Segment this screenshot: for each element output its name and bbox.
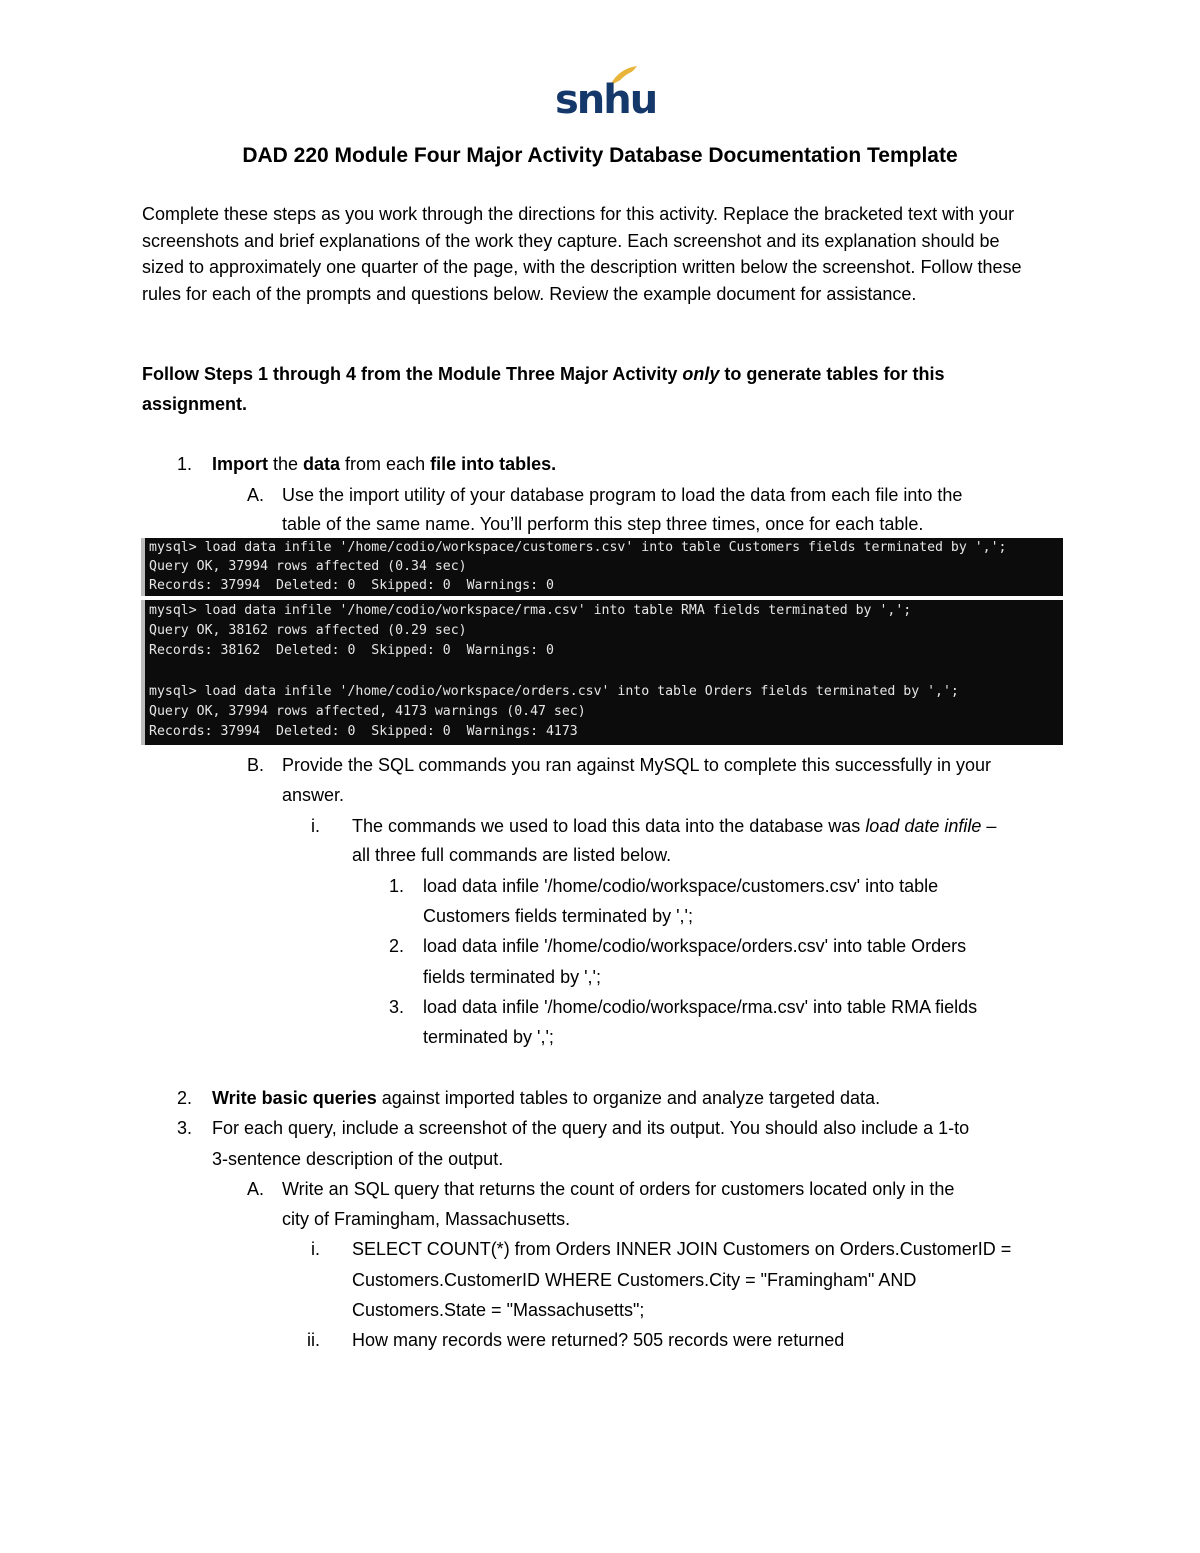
snhu-logo: [555, 64, 657, 124]
terminal-screenshot: [141, 538, 1063, 596]
roman-marker: i.: [311, 1239, 320, 1259]
step3a-line1: Write an SQL query that returns the count of orders for customers located only in the: [282, 1179, 955, 1199]
step1a-line2: table of the same name. You’ll perform this step three times, once for each table.: [282, 514, 924, 534]
command-line: load data infile '/home/codio/workspace/orders.csv' into table Orders: [423, 936, 967, 956]
step1bi-line1: The commands we used to load this data into the database was load date infile –: [352, 816, 997, 836]
step3-line2: 3-sentence description of the output.: [212, 1149, 504, 1169]
query-line: SELECT COUNT(*) from Orders INNER JOIN Customers on Orders.CustomerID =: [352, 1239, 1012, 1259]
sub-marker: A.: [246, 485, 264, 505]
command-line: Customers fields terminated by ',';: [423, 906, 693, 926]
page-title: DAD 220 Module Four Major Activity Database Documentation Template: [242, 144, 958, 167]
step1a-line1: Use the import utility of your database program to load the data from each file into the: [282, 485, 963, 505]
query-line: Customers.State = "Massachusetts";: [352, 1300, 645, 1320]
step1b-line1: Provide the SQL commands you ran against MySQL to complete this successfully in your: [282, 755, 991, 775]
command-line: load data infile '/home/codio/workspace/rma.csv' into table RMA fields: [423, 997, 978, 1017]
step1bi-line2: all three full commands are listed below.: [352, 845, 672, 865]
command-number: 3.: [388, 997, 404, 1017]
step-number: 2.: [176, 1088, 192, 1108]
roman-marker: ii.: [307, 1330, 320, 1350]
step-number: 1.: [176, 454, 192, 474]
step1-heading: Import the data from each file into tables.: [212, 454, 557, 474]
query-line: Customers.CustomerID WHERE Customers.City = "Framingham" AND: [352, 1270, 917, 1290]
step3a-line2: city of Framingham, Massachusetts.: [282, 1209, 571, 1229]
command-number: 1.: [388, 876, 404, 896]
command-line: load data infile '/home/codio/workspace/customers.csv' into table: [423, 876, 939, 896]
step-number: 3.: [176, 1118, 192, 1138]
command-line: fields terminated by ',';: [423, 967, 601, 987]
terminal-line: mysql> load data infile '/home/codio/workspace/rma.csv' into table RMA fields terminated by ',';: [149, 603, 912, 618]
terminal-line: mysql> load data infile '/home/codio/workspace/customers.csv' into table Customers fields terminated by ',';: [149, 540, 1007, 555]
logo-text: snhu: [555, 77, 657, 123]
records-returned: How many records were returned? 505 records were returned: [352, 1330, 845, 1350]
terminal-line: Records: 37994 Deleted: 0 Skipped: 0 Warnings: 4173: [149, 724, 578, 739]
terminal-line: Query OK, 38162 rows affected (0.29 sec): [149, 623, 467, 638]
follow-steps-note: Follow Steps 1 through 4 from the Module Three Major Activity only to generate tables for this assignment.: [142, 364, 945, 414]
roman-marker: i.: [311, 816, 320, 836]
step3-line1: For each query, include a screenshot of the query and its output. You should also include a 1-to: [212, 1118, 970, 1138]
terminal-line: mysql> load data infile '/home/codio/workspace/orders.csv' into table Orders fields terminated by ',';: [149, 684, 959, 699]
terminal-line: Records: 38162 Deleted: 0 Skipped: 0 Warnings: 0: [149, 643, 554, 658]
terminal-line: Query OK, 37994 rows affected (0.34 sec): [149, 559, 467, 574]
terminal-line: Query OK, 37994 rows affected, 4173 warnings (0.47 sec): [149, 704, 586, 719]
step2-text: Write basic queries against imported tables to organize and analyze targeted data.: [212, 1088, 881, 1108]
terminal-screenshot: [141, 600, 1063, 745]
step1b-line2: answer.: [282, 785, 345, 805]
sub-marker: A.: [246, 1179, 264, 1199]
terminal-line: Records: 37994 Deleted: 0 Skipped: 0 Warnings: 0: [149, 578, 554, 593]
sub-marker: B.: [246, 755, 264, 775]
command-number: 2.: [388, 936, 404, 956]
command-line: terminated by ',';: [423, 1027, 554, 1047]
intro-paragraph: Complete these steps as you work through the directions for this activity. Replace the bracketed text with your screenshots and brief explanations of the work they capture. Each screenshot and its explanation should be sized to approximately one quarter of the page, with the description written below the screenshot. Follow these rules for each of the prompts and questions below. Review the example document for assistance.: [142, 204, 1022, 304]
